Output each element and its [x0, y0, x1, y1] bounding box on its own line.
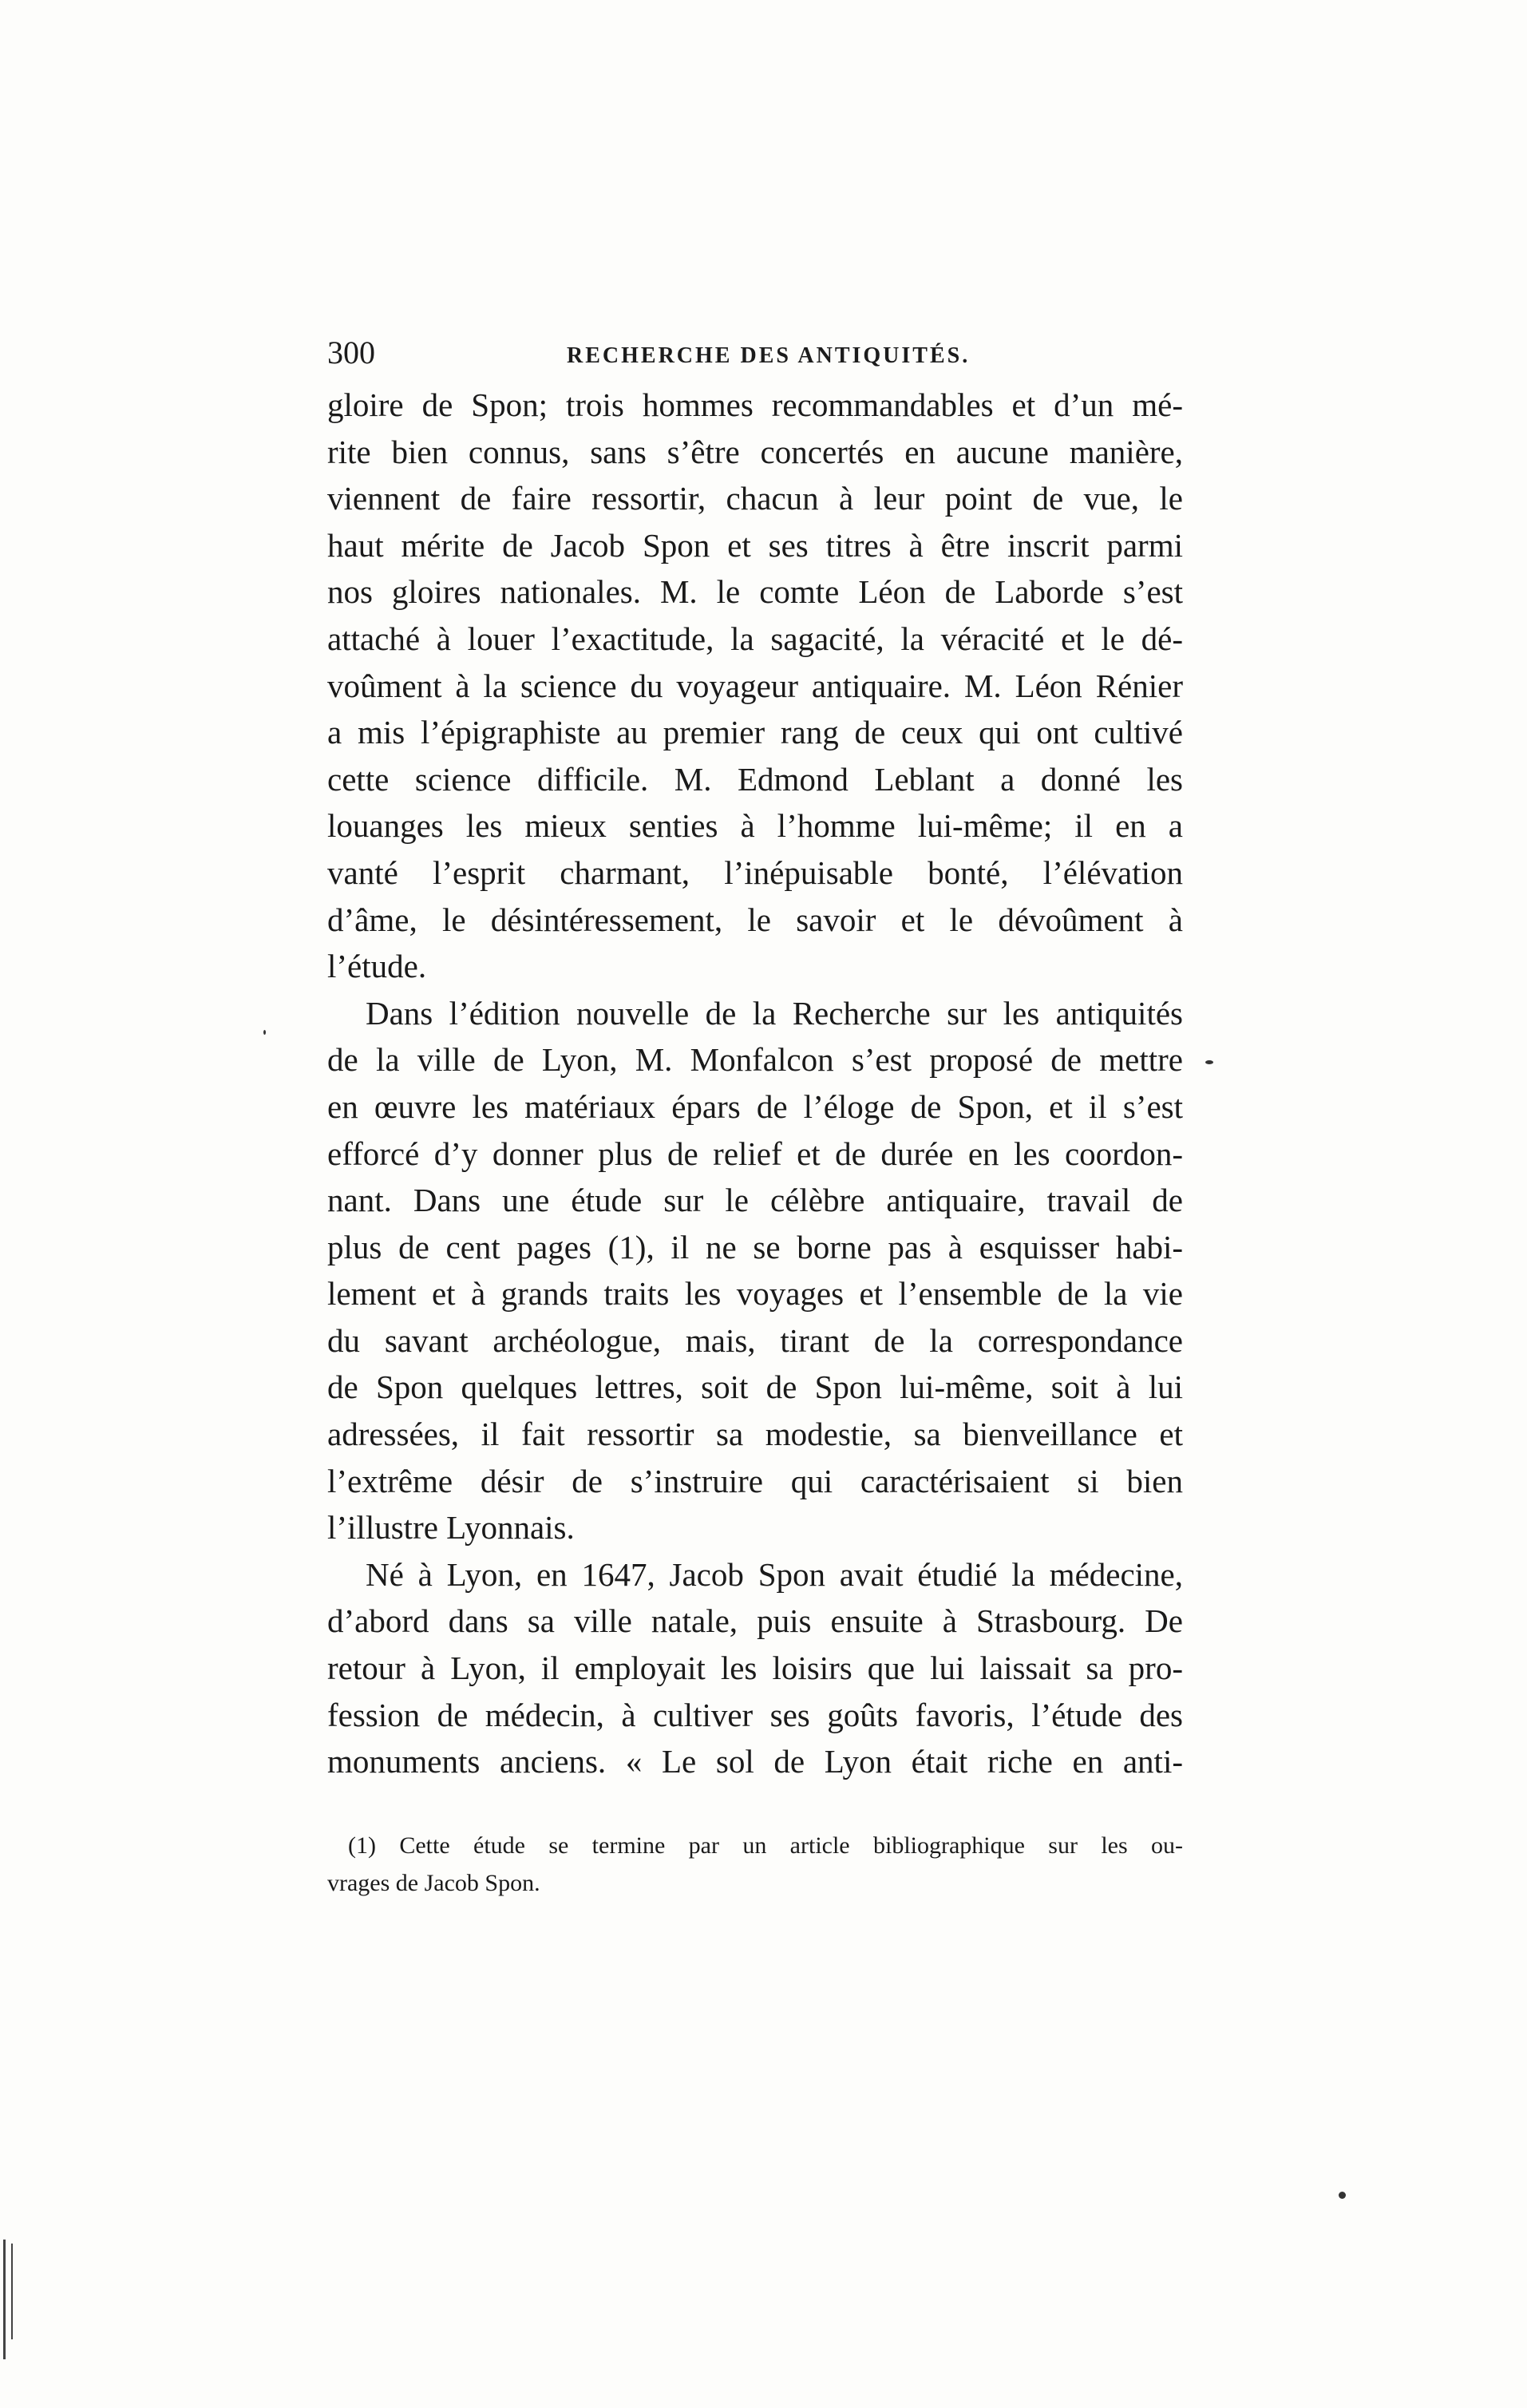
text-line: efforcé d’y donner plus de relief et de durée en les coordon- [327, 1135, 1183, 1172]
text-line: l’illustre Lyonnais. [327, 1509, 575, 1547]
text-line: Dans l’édition nouvelle de la Recherche sur les antiquités [366, 994, 1183, 1032]
paragraph-3 [327, 1551, 1183, 1785]
page-header [327, 329, 1183, 377]
footnote-line: (1) Cette étude se termine par un article bibliographique sur les ou- [348, 1832, 1183, 1859]
text-line: nant. Dans une étude sur le célèbre antiquaire, travail de [327, 1182, 1183, 1219]
scan-speck [1205, 1060, 1213, 1064]
text-line: de Spon quelques lettres, soit de Spon lui-même, soit à lui [327, 1368, 1183, 1406]
text-line: fession de médecin, à cultiver ses goûts favoris, l’étude des [327, 1696, 1183, 1733]
text-line: en œuvre les matériaux épars de l’éloge de Spon, et il s’est [327, 1087, 1183, 1125]
text-line: attaché à louer l’exactitude, la sagacité, la véracité et le dé- [327, 620, 1183, 657]
text-line: louanges les mieux senties à l’homme lui-même; il en a [327, 807, 1183, 845]
footnote [327, 1827, 1183, 1902]
text-line: lement et à grands traits les voyages et l’ensemble de la vie [327, 1275, 1183, 1313]
text-line: de la ville de Lyon, M. Monfalcon s’est proposé de mettre [327, 1041, 1183, 1079]
scan-edge-mark [3, 2240, 6, 2359]
text-line: d’abord dans sa ville natale, puis ensuite à Strasbourg. De [327, 1602, 1183, 1640]
text-line: haut mérite de Jacob Spon et ses titres à être inscrit parmi [327, 526, 1183, 564]
text-line: a mis l’épigraphiste au premier rang de ceux qui ont cultivé [327, 714, 1183, 751]
text-line: Né à Lyon, en 1647, Jacob Spon avait étudié la médecine, [366, 1555, 1183, 1593]
text-line: l’extrême désir de s’instruire qui caractérisaient si bien [327, 1462, 1183, 1499]
text-line: l’étude. [327, 948, 427, 985]
scan-speck [1339, 2192, 1346, 2199]
footnote-line: vrages de Jacob Spon. [327, 1870, 540, 1896]
text-line: monuments anciens. « Le sol de Lyon était riche en anti- [327, 1743, 1183, 1780]
text-line: gloire de Spon; trois hommes recommandables et d’un mé- [327, 386, 1183, 423]
text-line: viennent de faire ressortir, chacun à leur point de vue, le [327, 480, 1183, 517]
text-line: voûment à la science du voyageur antiquaire. M. Léon Rénier [327, 667, 1183, 704]
text-line: d’âme, le désintéressement, le savoir et le dévoûment à [327, 901, 1183, 938]
text-line: vanté l’esprit charmant, l’inépuisable bonté, l’élévation [327, 853, 1183, 891]
text-line: cette science difficile. M. Edmond Leblant a donné les [327, 760, 1183, 798]
text-line: adressées, il fait ressortir sa modestie, sa bienveillance et [327, 1416, 1183, 1453]
text-line: rite bien connus, sans s’être concertés en aucune manière, [327, 433, 1183, 470]
body-text [327, 382, 1183, 1785]
text-line: retour à Lyon, il employait les loisirs que lui laissait sa pro- [327, 1650, 1183, 1687]
page-number: 300 [327, 335, 375, 370]
text-line: du savant archéologue, mais, tirant de la correspondance [327, 1321, 1183, 1359]
text-line: plus de cent pages (1), il ne se borne pas à esquisser habi- [327, 1228, 1183, 1265]
scan-edge-mark [11, 2244, 13, 2339]
text-line: nos gloires nationales. M. le comte Léon de Laborde s’est [327, 573, 1183, 611]
paragraph-1 [327, 382, 1183, 990]
running-title: RECHERCHE DES ANTIQUITÉS. [567, 343, 971, 368]
paragraph-2 [327, 990, 1183, 1551]
scan-speck [263, 1030, 266, 1035]
